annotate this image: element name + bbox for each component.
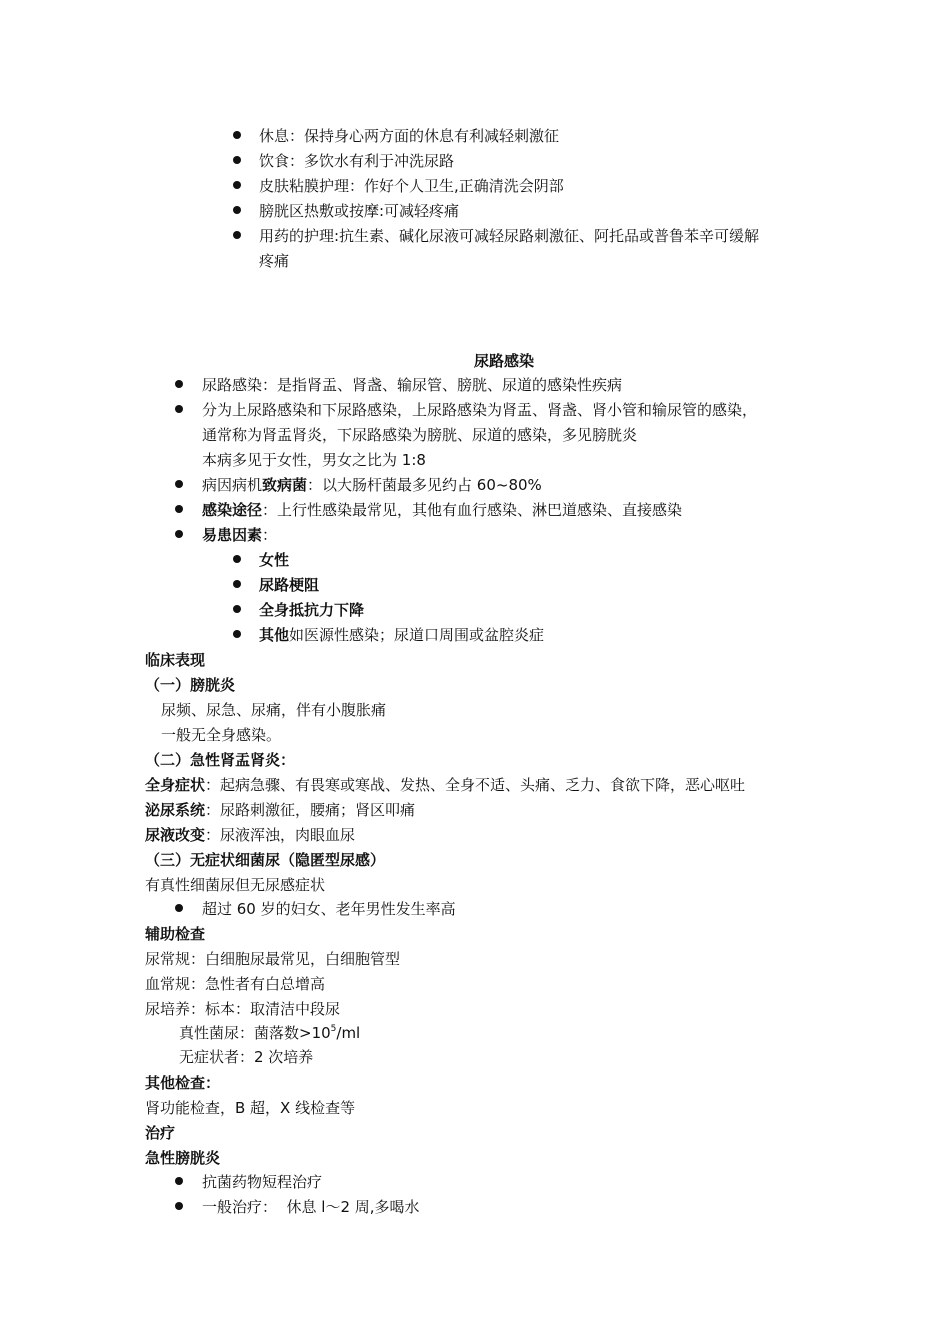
item-text: /ml — [336, 1024, 361, 1042]
paragraph-line: 尿频、尿急、尿痛，伴有小腹胀痛 — [161, 701, 387, 719]
item-text: 真性菌尿：菌落数>10 — [179, 1024, 331, 1042]
bullet-icon — [175, 530, 183, 538]
paragraph-line — [145, 825, 355, 845]
item-text: ：上行性感染最常见，其他有血行感染、淋巴道感染、直接感染 — [262, 501, 683, 519]
paragraph-line: 一般无全身感染。 — [161, 726, 282, 744]
sub-list-item — [259, 625, 544, 645]
item-text: ： — [262, 526, 278, 544]
list-item: 抗菌药物短程治疗 — [202, 1173, 323, 1191]
heading-treatment: 治疗 — [145, 1124, 176, 1142]
list-item: 休息：保持身心两方面的休息有利减轻刺激征 — [259, 127, 560, 145]
bullet-icon — [175, 380, 183, 388]
paragraph-line — [145, 800, 415, 820]
sub-list-item: 全身抵抗力下降 — [259, 601, 365, 619]
subheading-asymptomatic: （三）无症状细菌尿（隐匿型尿感） — [145, 851, 386, 869]
item-text: ：以大肠杆菌最多见约占 60~80% — [307, 476, 542, 494]
item-bold-text: 易患因素 — [202, 526, 263, 544]
subheading-acute-cystitis: 急性膀胱炎 — [145, 1149, 221, 1167]
paragraph-line: 有真性细菌尿但无尿感症状 — [145, 876, 326, 894]
bullet-icon — [233, 555, 241, 563]
bullet-icon — [175, 505, 183, 513]
bullet-icon — [233, 630, 241, 638]
item-bold-text: 感染途径 — [202, 501, 263, 519]
item-bold-text: 泌尿系统 — [145, 801, 206, 819]
paragraph-line: 尿培养：标本：取清洁中段尿 — [145, 1000, 341, 1018]
subheading-cystitis: （一）膀胱炎 — [145, 676, 236, 694]
list-item: 饮食：多饮水有利于冲洗尿路 — [259, 152, 455, 170]
heading-other-exam: 其他检查： — [145, 1074, 221, 1092]
heading-auxiliary: 辅助检查 — [145, 925, 206, 943]
item-text: ：尿液浑浊，肉眼血尿 — [205, 826, 356, 844]
paragraph-line — [179, 1023, 360, 1043]
bullet-icon — [233, 605, 241, 613]
bullet-icon — [233, 580, 241, 588]
bullet-icon — [175, 1202, 183, 1210]
list-item: 分为上尿路感染和下尿路感染，上尿路感染为肾盂、肾盏、肾小管和输尿管的感染， — [202, 401, 758, 419]
sub-list-item: 尿路梗阻 — [259, 576, 320, 594]
list-item: 超过 60 岁的妇女、老年男性发生率高 — [202, 900, 456, 918]
list-item: 膀胱区热敷或按摩:可减轻疼痛 — [259, 202, 460, 220]
superscript: 5 — [330, 1024, 337, 1034]
list-item — [202, 525, 277, 545]
paragraph-line — [145, 775, 745, 795]
bullet-icon — [233, 131, 241, 139]
bullet-icon — [175, 904, 183, 912]
list-item — [202, 475, 542, 495]
paragraph-line: 尿常规：白细胞尿最常见，白细胞管型 — [145, 950, 401, 968]
list-item: 用药的护理:抗生素、碱化尿液可减轻尿路刺激征、阿托品或普鲁苯辛可缓解 — [259, 227, 760, 245]
list-item — [202, 500, 682, 520]
sub-list-item: 女性 — [259, 551, 290, 569]
bullet-icon — [175, 480, 183, 488]
item-bold-text: 全身症状 — [145, 776, 206, 794]
item-bold-text: 尿液改变 — [145, 826, 206, 844]
list-item: 一般治疗： 休息 l～2 周,多喝水 — [202, 1198, 420, 1216]
bullet-icon — [233, 181, 241, 189]
bullet-icon — [233, 156, 241, 164]
heading-clinical: 临床表现 — [145, 651, 206, 669]
list-item-continuation: 疼痛 — [259, 252, 290, 270]
item-text: 如医源性感染；尿道口周围或盆腔炎症 — [289, 626, 545, 644]
bullet-icon — [175, 405, 183, 413]
paragraph-line: 血常规：急性者有白总增高 — [145, 975, 326, 993]
item-text: 病因病机 — [202, 476, 263, 494]
list-item-continuation: 本病多见于女性，男女之比为 1:8 — [202, 451, 426, 469]
bullet-icon — [175, 1177, 183, 1185]
bullet-icon — [233, 206, 241, 214]
paragraph-line: 无症状者：2 次培养 — [179, 1048, 314, 1066]
list-item: 皮肤粘膜护理：作好个人卫生,正确清洗会阴部 — [259, 177, 564, 195]
bullet-icon — [233, 231, 241, 239]
subheading-pyelonephritis: （二）急性肾盂肾炎： — [145, 751, 296, 769]
list-item-continuation: 通常称为肾盂肾炎，下尿路感染为膀胱、尿道的感染，多见膀胱炎 — [202, 426, 638, 444]
list-item: 尿路感染：是指肾盂、肾盏、输尿管、膀胱、尿道的感染性疾病 — [202, 376, 623, 394]
item-bold-text: 致病菌 — [262, 476, 308, 494]
item-text: ：起病急骤、有畏寒或寒战、发热、全身不适、头痛、乏力、食欲下降，恶心呕吐 — [205, 776, 746, 794]
paragraph-line: 肾功能检查，B 超，X 线检查等 — [145, 1099, 356, 1117]
section-title: 尿路感染 — [473, 352, 534, 370]
item-bold-text: 其他 — [259, 626, 290, 644]
item-text: ：尿路刺激征，腰痛；肾区叩痛 — [205, 801, 416, 819]
